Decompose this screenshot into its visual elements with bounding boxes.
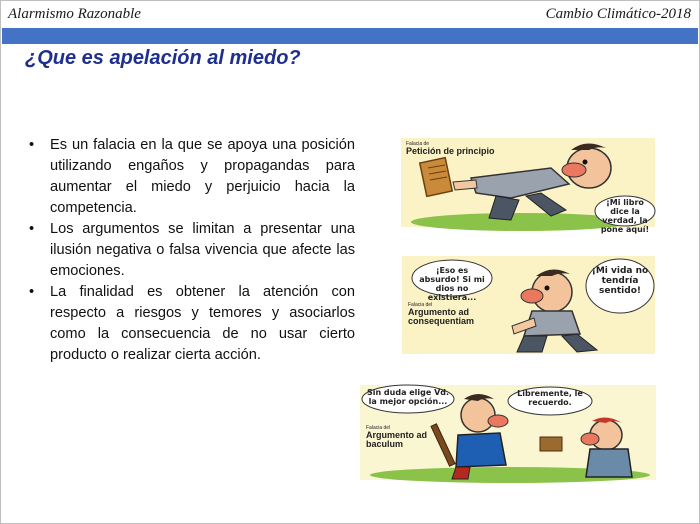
cartoon-petitio-principii (401, 138, 655, 234)
bullet-list (29, 135, 355, 366)
slide-title: ¿Que es apelación al miedo? (25, 47, 301, 69)
bullet-item (29, 219, 355, 282)
cartoon-caption-title: Petición de principio (406, 146, 495, 156)
speech-bubble-text: ¡Mi vida no tendría sentido! (591, 266, 649, 296)
bullet-text: Es un falacia en la que se apoya una posición utilizando engaños y propagandas para aumentar el miedo y perjuicio hacia la competencia. (50, 137, 355, 216)
cartoon-caption-small: Falacia del (366, 425, 391, 431)
header-right-title: Cambio Climático-2018 (545, 6, 691, 22)
bullet-item (29, 135, 355, 219)
bullet-item (29, 282, 355, 366)
speech-bubble-text: Libremente, le recuerdo. (517, 389, 583, 407)
cartoon-caption-small: Falacia de (406, 141, 430, 147)
cartoon-caption-small: Falacia del (408, 302, 433, 308)
bullet-icon: • (29, 221, 35, 237)
bullet-icon: • (29, 284, 35, 300)
speech-bubble-text: ¡Mi libro dice la verdad, la pone aquí! (600, 198, 650, 234)
bullet-text: La finalidad es obtener la atención con respecto a riesgos y temores y asociarlos como la consecuencia de no usar cierto producto o realizar cierta acción. (50, 284, 355, 363)
cartoon-ad-consequentiam (402, 256, 655, 354)
speech-bubble-text: Sin duda elige Vd. la mejor opción... (366, 388, 450, 406)
speech-bubble-text: ¡Eso es absurdo! Si mi dios no existiera... (419, 266, 485, 302)
bullet-text: Los argumentos se limitan a presentar una ilusión negativa o falsa vivencia que afecte las emociones. (50, 221, 355, 279)
cartoon-caption-title: Argumento ad baculum (366, 430, 428, 449)
bullet-icon: • (29, 137, 35, 153)
header-band (2, 28, 698, 44)
cartoon-ad-baculum (360, 385, 656, 480)
header-left-title: Alarmismo Razonable (8, 6, 141, 22)
cartoon-caption-title: Argumento ad consequentiam (408, 307, 475, 326)
